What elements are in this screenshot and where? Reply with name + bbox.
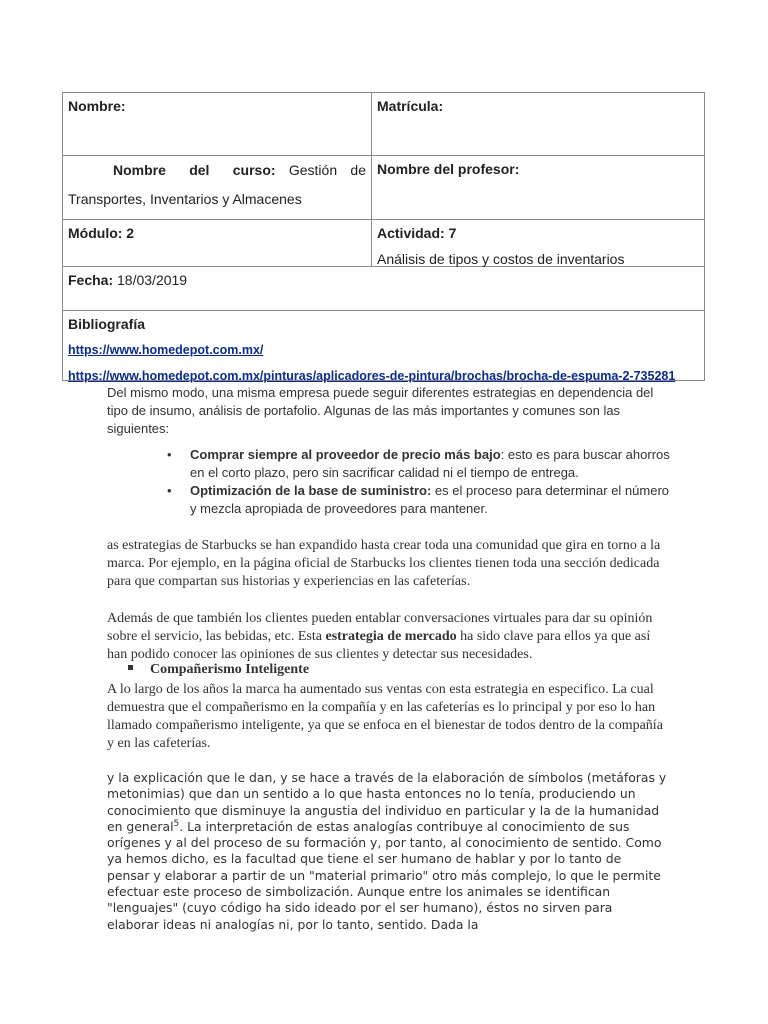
curso-value: Gestión de Transportes, Inventarios y Almacenes xyxy=(68,162,366,207)
starbucks-paragraph-1: as estrategias de Starbucks se han expandido hasta crear toda una comunidad que gira en torno a la marca. Por ejemplo, en la página oficial de Starbucks los clientes tienen toda una sección dedicada para que compartan sus historias y experiencias en las cafeterías. xyxy=(107,538,661,589)
fecha-label: Fecha: xyxy=(68,272,114,288)
starbucks-paragraph-3: A lo largo de los años la marca ha aumentado sus ventas con esta estrategia en especifico. La cual demuestra que el compañerismo en la compañía y en las cafeterías es lo principal y por eso lo han llamado compañerismo inteligente, ya que se enfoca en el bienestar de todos dentro de la compañía y en las cafeterías. xyxy=(107,682,663,751)
p2-bold: estrategia de mercado xyxy=(325,629,457,644)
curso-label: Nombre del curso: xyxy=(113,162,276,178)
nombre-label: Nombre: xyxy=(63,93,372,155)
bullet-text: : esto es para buscar ahorros en el corto plazo, pero sin sacrificar calidad ni el tiempo de entrega. xyxy=(190,447,670,480)
subheading xyxy=(128,662,309,678)
matricula-label: Matrícula: xyxy=(377,98,444,114)
intro-paragraph: Del mismo modo, una misma empresa puede seguir diferentes estrategias en dependencia del tipo de insumo, análisis de portafolio. Algunas de las más importantes y comunes son las siguientes: xyxy=(107,385,654,436)
fecha-value: 18/03/2019 xyxy=(117,272,188,288)
footnote-ref: 5 xyxy=(173,818,180,829)
actividad-label: Actividad: 7 xyxy=(377,225,457,241)
bibliografia-link-1[interactable]: https://www.homedepot.com.mx/ xyxy=(68,343,264,357)
row-bibliografia xyxy=(63,311,704,383)
strategy-list xyxy=(160,446,670,518)
actividad-value: Análisis de tipos y costos de inventarios xyxy=(377,251,625,267)
row-fecha xyxy=(63,267,704,311)
final-text-b: . La interpretación de estas analogías contribuye al conocimiento de sus orígenes y al del proceso de su formación y, por tanto, al conocimiento de sentido. Como ya hemos dicho, es la facultad que tiene el ser humano de hablar y por lo tanto de pensar y elaborar a partir de un "material primario" otro más complejo, lo que le permite efectuar este proceso de simbolización. Aunque entre los animales se identifican "lenguajes" (cuyo código ha sido ideado por el ser humano), éstos no sirven para elaborar ideas ni analogías ni, por lo tanto, sentido. Dada la xyxy=(107,818,662,932)
row-nombre xyxy=(63,93,704,156)
bibliografia-link-2[interactable]: https://www.homedepot.com.mx/pinturas/aplicadores-de-pintura/brochas/brocha-de-espuma-2-735281 xyxy=(68,369,676,383)
final-text-a: y la explicación que le dan, y se hace a través de la elaboración de símbolos (metáforas y metonimias) que dan un sentido a lo que hasta entonces no lo tenía, produciendo un conocimiento que disminuye la angustia del individuo en particular y la de la humanidad en general xyxy=(107,770,667,834)
bibliografia-cell xyxy=(63,311,704,383)
curso-cell xyxy=(63,156,372,219)
bibliografia-label: Bibliografía xyxy=(68,316,146,332)
bullet-title: Comprar siempre al proveedor de precio más bajo xyxy=(190,447,501,462)
p2-text-a: Además de que también los clientes pueden entablar conversaciones virtuales para dar su opinión sobre el servicio, las bebidas, etc. Esta xyxy=(107,611,653,644)
row-curso xyxy=(63,156,704,220)
p2-text-b: ha sido clave para ellos ya que así han podido conocer las opiniones de sus clientes y detectar sus necesidades. xyxy=(107,629,651,662)
final-paragraph xyxy=(107,770,667,933)
square-bullet-icon xyxy=(128,665,133,670)
starbucks-paragraph-2 xyxy=(107,610,667,664)
bullet-icon: • xyxy=(167,483,172,498)
list-item xyxy=(160,446,670,482)
bullet-icon: • xyxy=(167,447,172,462)
actividad-cell xyxy=(372,220,704,266)
bullet-text: es el proceso para determinar el número y mezcla apropiada de proveedores para mantener. xyxy=(190,483,670,516)
profesor-label: Nombre del profesor: xyxy=(377,161,520,177)
list-item xyxy=(160,482,670,518)
bullet-title: Optimización de la base de suministro: xyxy=(190,483,432,498)
header-table xyxy=(62,92,705,381)
subheading-text: Compañerismo Inteligente xyxy=(150,662,310,677)
fecha-cell xyxy=(63,267,704,310)
row-modulo xyxy=(63,220,704,267)
modulo-label: Módulo: 2 xyxy=(63,220,372,266)
